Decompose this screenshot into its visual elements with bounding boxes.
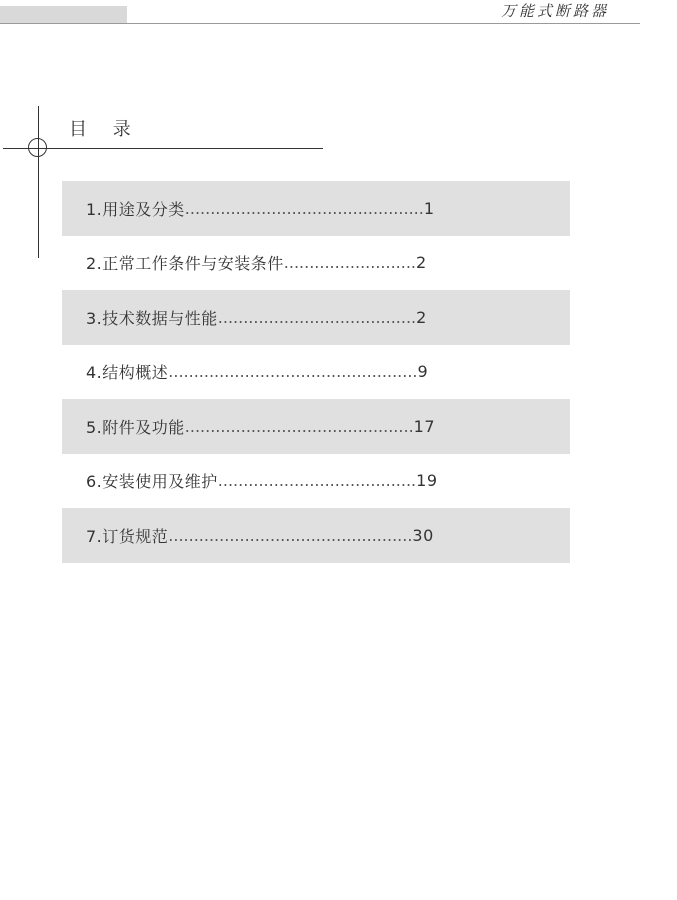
toc-item-2[interactable] [62, 236, 570, 291]
toc-item-label: 4.结构概述 [86, 363, 169, 383]
toc-item-page: 2 [416, 253, 427, 273]
toc-item-leader: ................................................ [168, 525, 413, 545]
toc-item-label: 1.用途及分类 [86, 199, 185, 219]
toc-item-page: 1 [423, 198, 435, 218]
page-header-title: 万能式断路器 [500, 2, 609, 20]
crop-mark-vertical [38, 106, 39, 258]
crop-mark-horizontal [3, 148, 323, 149]
toc-heading: 目 录 [69, 119, 141, 140]
toc-item-3[interactable] [62, 290, 570, 345]
header-bar [0, 6, 127, 24]
toc-item-label: 7.订货规范 [86, 526, 169, 546]
toc-item-page: 30 [412, 525, 434, 545]
crop-mark-circle [28, 138, 47, 157]
toc-item-label: 5.附件及功能 [86, 417, 185, 437]
toc-item-leader: ............................................. [184, 416, 414, 436]
toc-item-label: 2.正常工作条件与安装条件 [86, 254, 284, 274]
toc-item-7[interactable] [62, 508, 570, 563]
toc-item-leader: .......................... [283, 253, 417, 273]
toc-item-1[interactable] [62, 181, 570, 236]
toc-item-6[interactable] [62, 454, 570, 509]
toc-list [62, 181, 570, 563]
header-rule [0, 23, 640, 24]
toc-item-label: 6.安装使用及维护 [86, 472, 218, 492]
toc-item-page: 2 [416, 307, 427, 327]
toc-item-page: 17 [413, 416, 436, 436]
toc-item-label: 3.技术数据与性能 [86, 308, 218, 328]
toc-item-4[interactable] [62, 345, 570, 400]
toc-item-leader: ....................................... [217, 307, 417, 327]
toc-item-leader: ....................................... [217, 471, 417, 491]
toc-item-leader: ................................................. [168, 362, 418, 382]
toc-item-5[interactable] [62, 399, 570, 454]
toc-item-page: 9 [417, 362, 429, 382]
toc-item-leader: ............................................... [184, 198, 424, 218]
toc-item-page: 19 [416, 471, 438, 491]
